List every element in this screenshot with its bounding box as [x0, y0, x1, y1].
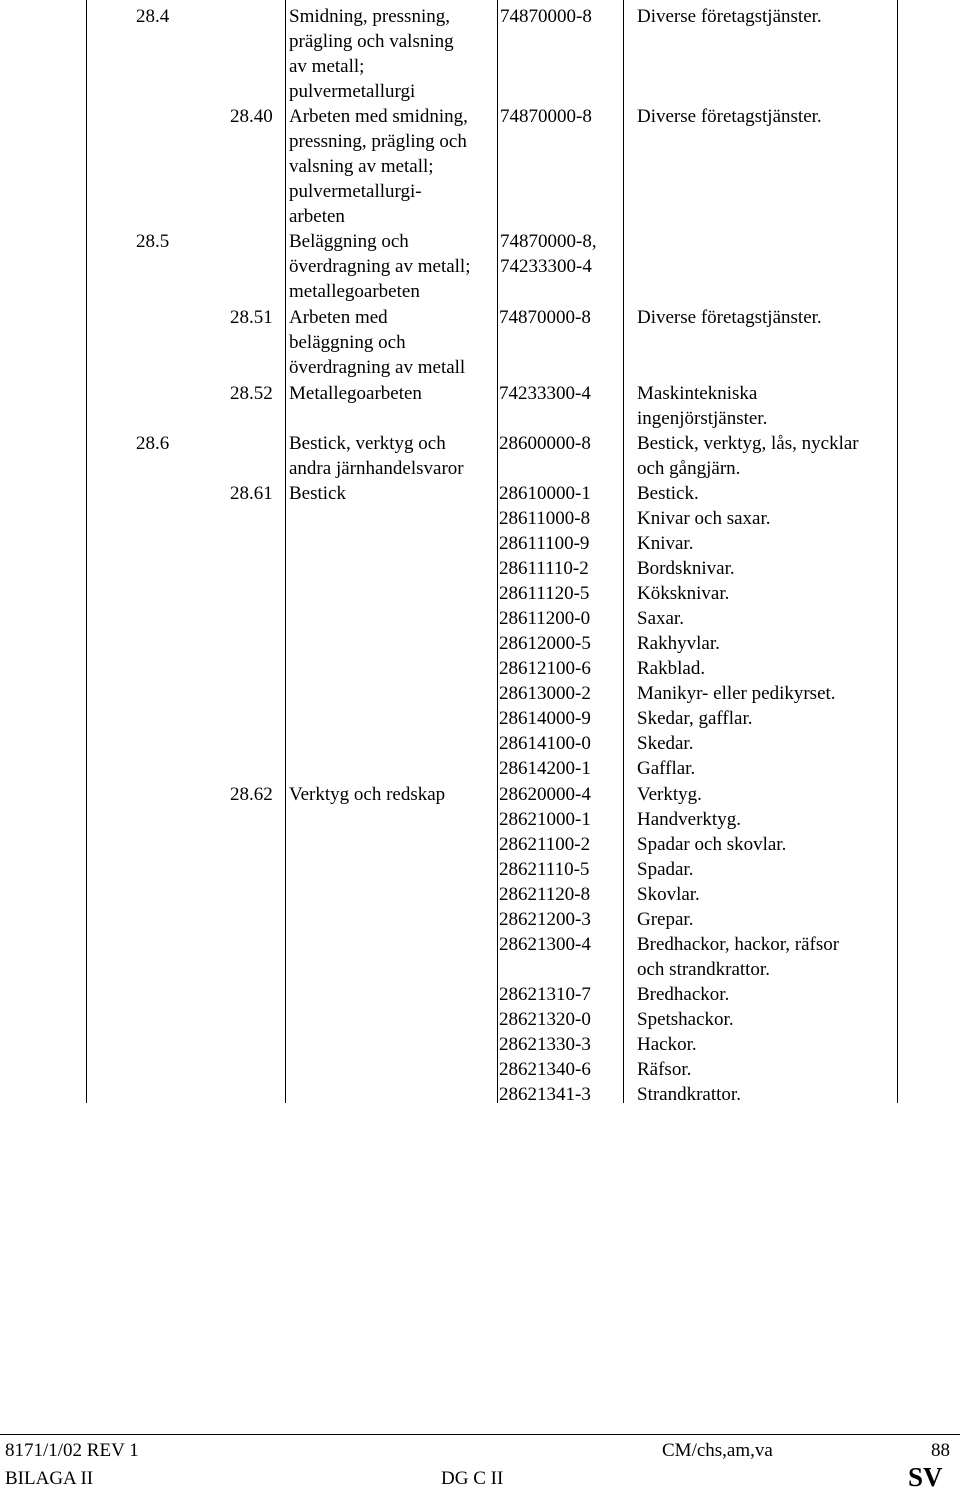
footer-doc-reference: 8171/1/02 REV 1 [5, 1440, 139, 1461]
column-divider-cn [623, 0, 624, 1103]
nace-code: 28.52 [230, 383, 273, 404]
nace-code: 28.62 [230, 784, 273, 805]
cpv-description: Maskintekniska ingenjörstjänster. [637, 383, 768, 429]
footer-annex: BILAGA II [5, 1468, 94, 1489]
nace-description: Arbeten med smidning, pressning, prägling och valsning av metall; pulvermetallurgi- arbeten [289, 106, 468, 227]
footer-rule [0, 1434, 960, 1435]
cpv-code: 28600000-8 [499, 433, 591, 454]
cpv-code: 74870000-8 [500, 106, 592, 127]
nace-description: Beläggning och överdragning av metall; metallegoarbeten [289, 231, 471, 302]
nace-description: Smidning, pressning, prägling och valsning av metall; pulvermetallurgi [289, 6, 454, 102]
cpv-description: Diverse företagstjänster. [637, 307, 822, 328]
nace-description: Bestick [289, 483, 346, 504]
column-divider-code [285, 0, 286, 1103]
cpv-code-list: 28610000-1 28611000-8 28611100-9 28611110-2 28611120-5 28611200-0 28612000-5 28612100-6 28613000-2 28614000-9 28614100-0 28614200-1 [499, 483, 591, 779]
nace-description: Verktyg och redskap [289, 784, 446, 805]
column-divider-description [497, 0, 498, 1103]
nace-description: Bestick, verktyg och andra järnhandelsvaror [289, 433, 464, 479]
cpv-code-list: 28620000-4 28621000-1 28621100-2 28621110-5 28621120-8 28621200-3 28621300-4 28621310-7 28621320-0 28621330-3 28621340-6 28621341-3 [499, 784, 591, 1105]
nace-description: Metallegoarbeten [289, 383, 422, 404]
nace-code: 28.40 [230, 106, 273, 127]
cpv-code: 74870000-8 [500, 6, 592, 27]
cpv-code: 74233300-4 [499, 383, 591, 404]
cpv-code: 74870000-8 [499, 307, 591, 328]
table-border-left [86, 0, 87, 1103]
cpv-description: Bestick, verktyg, lås, nycklar och gångjärn. [637, 433, 859, 479]
cpv-description-list: Verktyg. Handverktyg. Spadar och skovlar. Spadar. Skovlar. Grepar. Bredhackor, hackor, räfsor och strandkrattor. Bredhackor. Spetshackor. Hackor. Räfsor. Strandkrattor. [637, 784, 840, 1105]
table-border-right [897, 0, 898, 1103]
footer-page-number: 88 [931, 1440, 950, 1461]
nace-code: 28.6 [136, 433, 170, 454]
nace-description: Arbeten med beläggning och överdragning av metall [289, 307, 466, 378]
nace-code: 28.61 [230, 483, 273, 504]
nace-code: 28.5 [136, 231, 170, 252]
cpv-description: Diverse företagstjänster. [637, 106, 822, 127]
nace-code: 28.51 [230, 307, 273, 328]
footer-authors: CM/chs,am,va [662, 1440, 773, 1461]
cpv-code: 74870000-8, 74233300-4 [500, 231, 597, 277]
cpv-description: Diverse företagstjänster. [637, 6, 822, 27]
nace-code: 28.4 [136, 6, 170, 27]
footer-directorate: DG C II [441, 1468, 504, 1489]
footer-language-code: SV [908, 1462, 943, 1492]
cpv-description-list: Bestick. Knivar och saxar. Knivar. Bordsknivar. Köksknivar. Saxar. Rakhyvlar. Rakblad. Manikyr- eller pedikyrset. Skedar, gafflar. Skedar. Gafflar. [637, 483, 836, 779]
